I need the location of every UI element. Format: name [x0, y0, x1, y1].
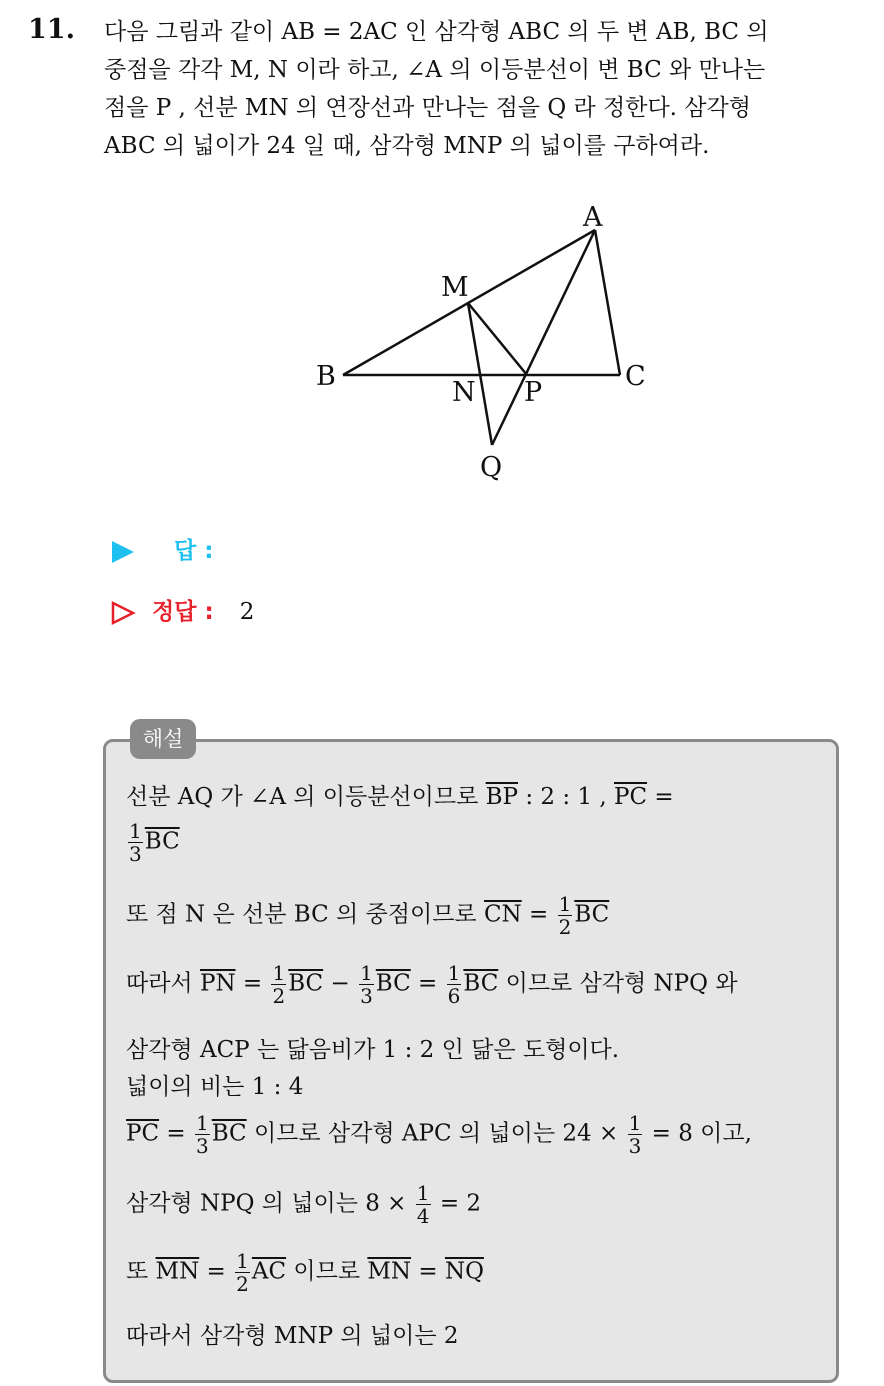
label-M: M — [441, 272, 469, 303]
label-A: A — [583, 202, 603, 233]
problem-line-2: 중점을 각각 M, N 이라 하고, ∠A 의 이등분선이 변 BC 와 만나는 — [104, 57, 766, 83]
problem-line-3: 점을 P , 선분 MN 의 연장선과 만나는 점을 Q 라 정한다. 삼각형 — [104, 95, 751, 121]
explanation-line-9: 또 $\overline{MN}$ = $\frac{1}{2}$ $\overline{AC}$ 이므로 $\overline{MN} = \overline{NQ}$ — [126, 1249, 484, 1296]
explanation-line-3: 또 점 N 은 선분 BC 의 중점이므로 $\overline{CN}$ = $\frac{1}{2}$ $\overline{BC}$ — [126, 892, 610, 939]
correct-value: 2 — [239, 599, 255, 625]
explanation-line-7: $\overline{PC}$ = $\frac{1}{3}$ $\overline{BC}$ 이므로 삼각형 APC 의 넓이는 24 × $\frac{1}{3}$ = 8 이고, — [126, 1111, 752, 1158]
segment-MP — [468, 303, 527, 375]
question-number: 11. — [28, 14, 75, 45]
label-C: C — [625, 361, 646, 392]
answer-row — [110, 532, 213, 565]
problem-line-4: ABC 의 넓이가 24 일 때, 삼각형 MNP 의 넓이를 구하여라. — [104, 133, 710, 159]
label-Q: Q — [480, 452, 503, 483]
explanation-line-2: $\frac{1}{3}$ $\overline{BC}$ — [129, 819, 180, 866]
segment-AQ — [492, 230, 595, 445]
answer-label: 답 : — [174, 538, 214, 564]
correct-label: 정답 : — [152, 599, 214, 625]
explanation-tag: 해설 — [130, 719, 196, 759]
explanation-line-10: 따라서 삼각형 MNP 의 넓이는 2 — [126, 1323, 459, 1349]
label-P: P — [524, 377, 543, 408]
explanation-line-4: 따라서 $\overline{PN}$ = $\frac{1}{2}$ $\overline{BC}$ − $\frac{1}{3}$ $\overline{BC}$ = $\frac{1}{6}$ $\overline{BC}$ 이므로 삼각형 NPQ 와 — [126, 961, 738, 1008]
correct-answer-row — [110, 593, 254, 626]
explanation-line-1: 선분 AQ 가 ∠A 의 이등분선이므로 $\overline{BP}$ : 2 : 1 , $\overline{PC}$ = — [126, 784, 674, 810]
triangle-figure — [300, 195, 670, 485]
segment-AC — [595, 230, 620, 375]
explanation-line-5: 삼각형 ACP 는 닮음비가 1 : 2 인 닮은 도형이다. — [126, 1037, 620, 1063]
explanation-line-6: 넓이의 비는 1 : 4 — [126, 1074, 304, 1100]
filled-triangle-icon — [110, 539, 136, 565]
explanation-line-8: 삼각형 NPQ 의 넓이는 8 × $\frac{1}{4}$ = 2 — [126, 1181, 482, 1228]
label-B: B — [316, 361, 336, 392]
problem-line-1: 다음 그림과 같이 AB = 2AC 인 삼각형 ABC 의 두 변 AB, BC 의 — [104, 19, 769, 45]
outline-triangle-icon — [110, 600, 136, 626]
label-N: N — [452, 377, 476, 408]
